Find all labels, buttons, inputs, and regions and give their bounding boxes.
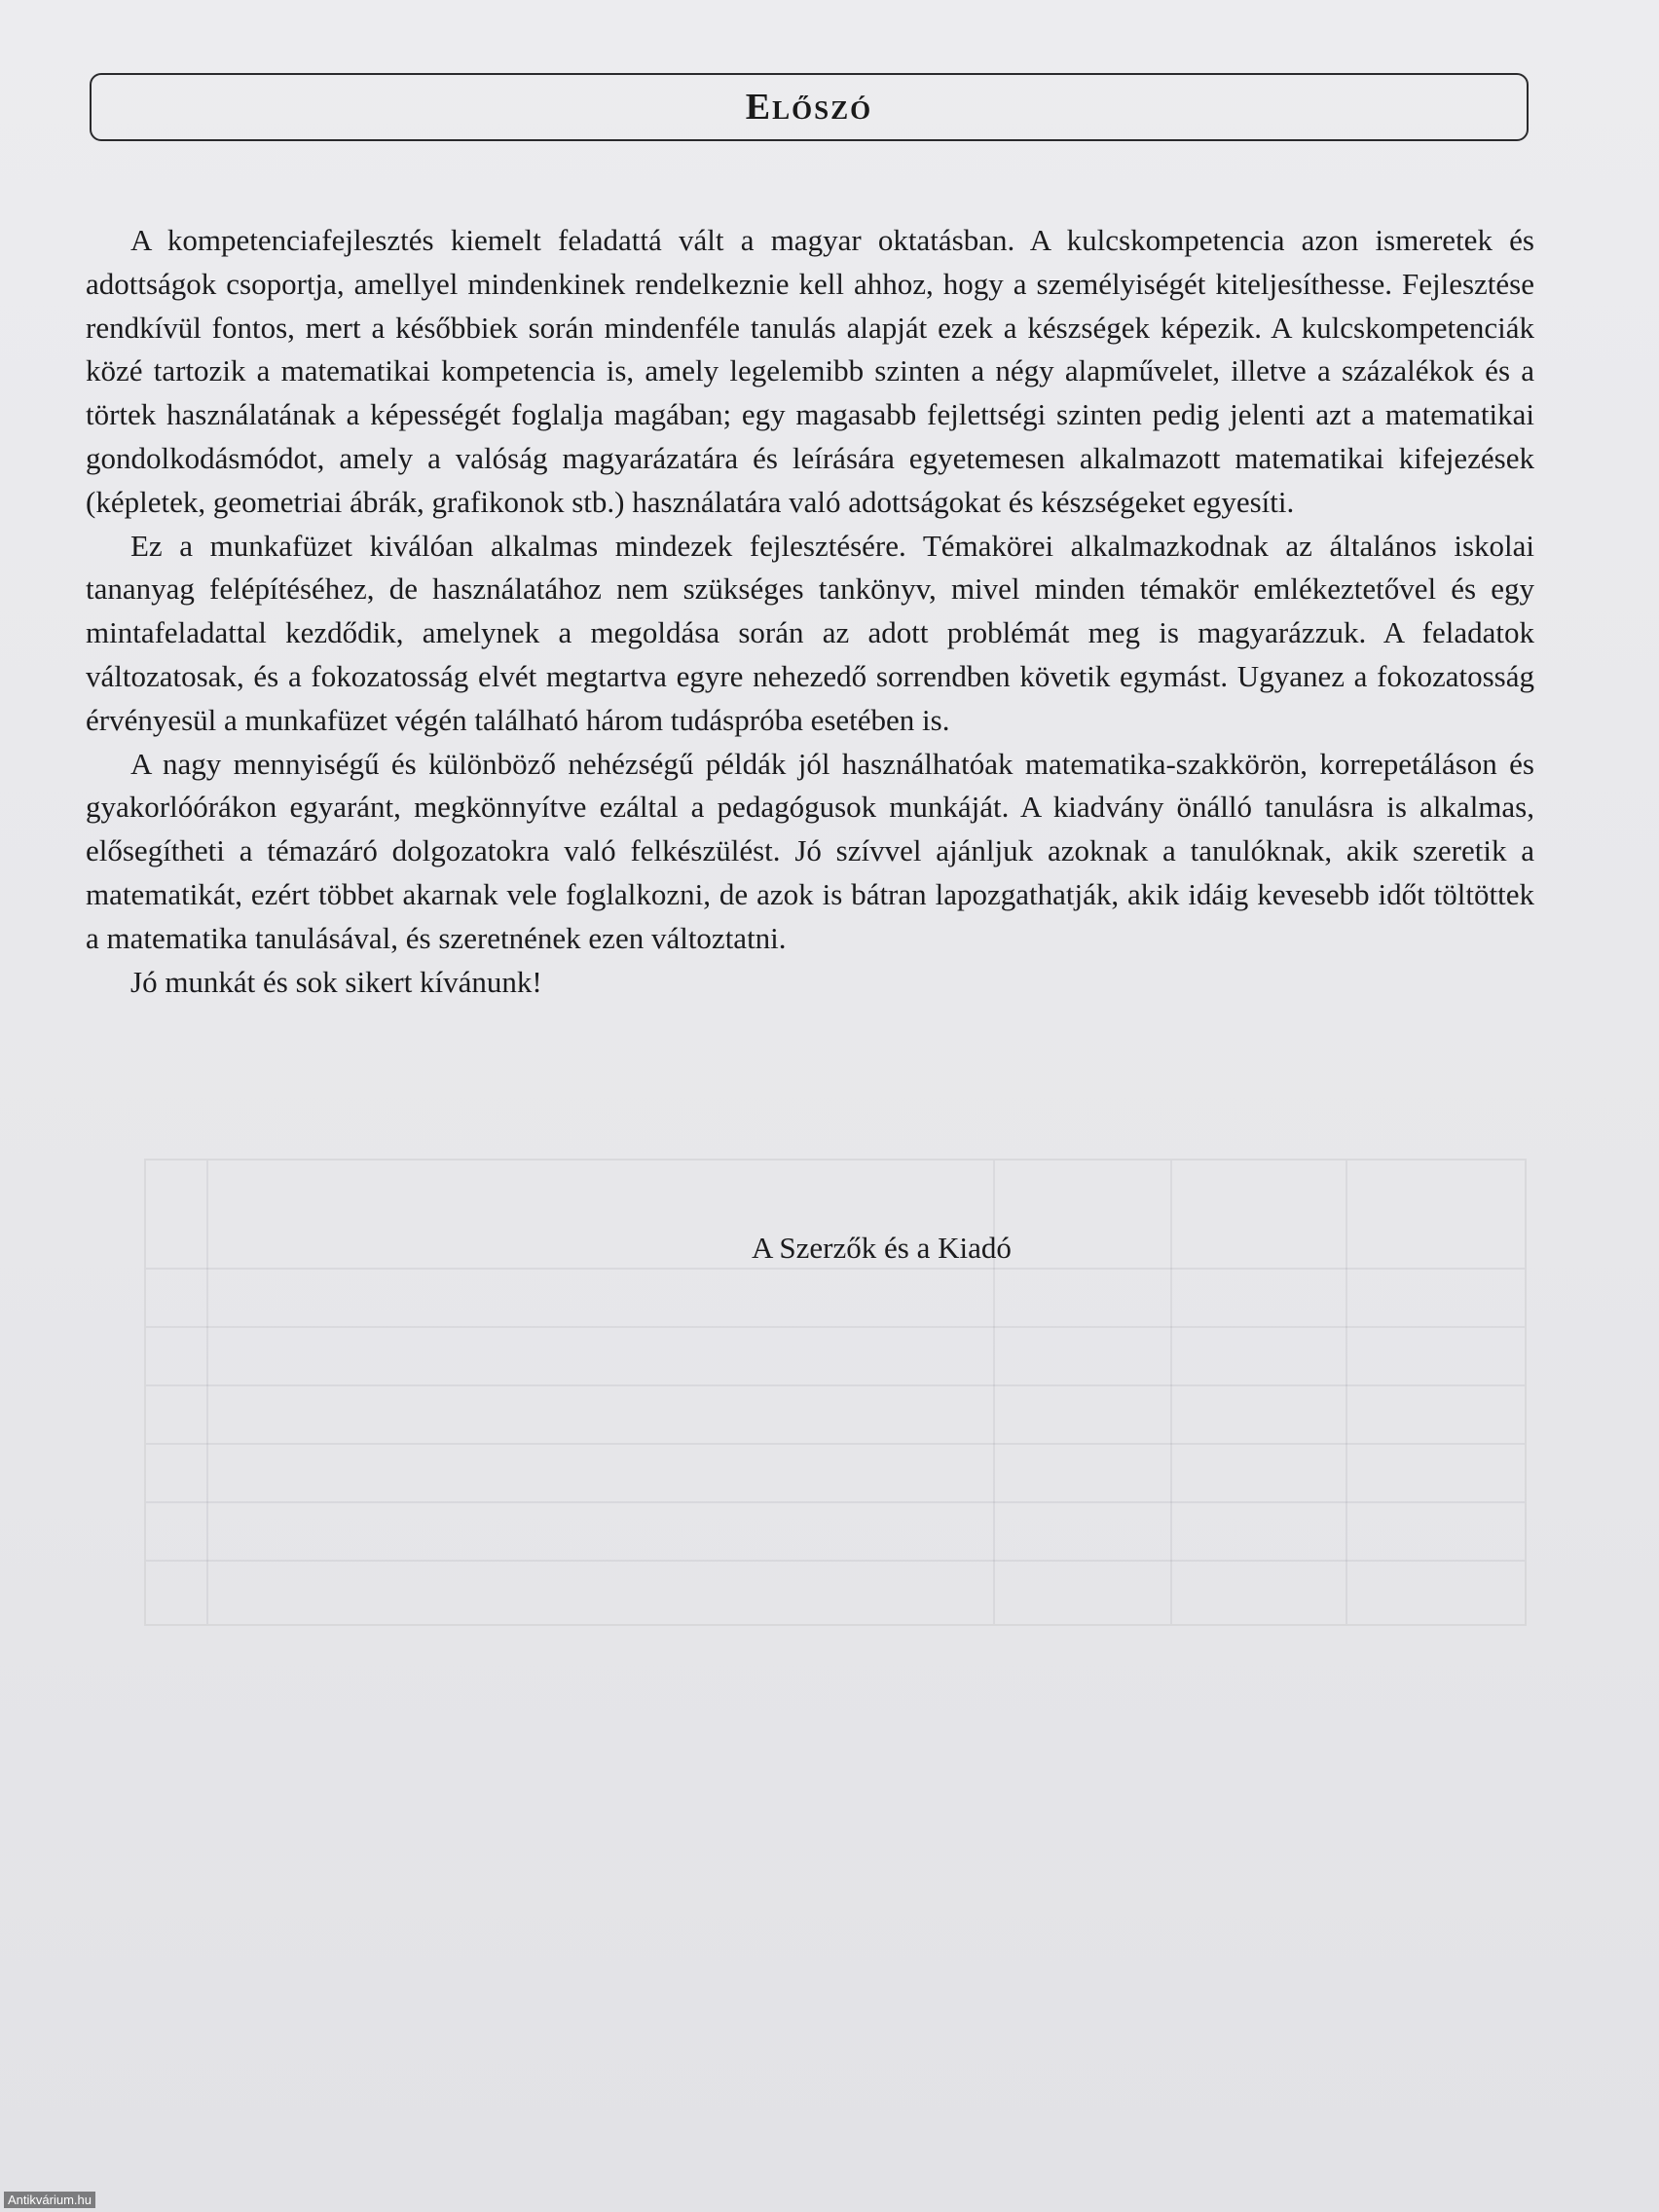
heading-frame bbox=[90, 73, 1529, 141]
page-title: Előszó bbox=[745, 87, 873, 128]
closing-line: Jó munkát és sok sikert kívánunk! bbox=[130, 964, 542, 999]
preface-body bbox=[86, 219, 1534, 1004]
signature: A Szerzők és a Kiadó bbox=[752, 1231, 1012, 1265]
paragraph: Ez a munkafüzet kiválóan alkalmas mindezek fejlesztésére. Témakörei alkalmazkodnak az általános iskolai tananyag felépítéséhez, de használatához nem szükséges tankönyv, mivel minden témakör emlékeztetővel és egy mintafeladattal kezdődik, amelynek a megoldása során az adott problémát meg is magyarázzuk. A feladatok változatosak, és a fokozatosság elvét megtartva egyre nehezedő sorrendben követik egymást. Ugyanez a fokozatosság érvényesül a munkafüzet végén található három tudáspróba esetében is. bbox=[86, 528, 1534, 737]
paragraph: A nagy mennyiségű és különböző nehézségű példák jól használhatóak matematika-szakkörön, korrepetáláson és gyakorlóórákon egyaránt, megkönnyítve ezáltal a pedagógusok munkáját. A kiadvány önálló tanulásra is alkalmas, elősegítheti a témazáró dolgozatokra való felkészülést. Jó szívvel ajánljuk azoknak a tanulóknak, akik szeretik a matematikát, ezért többet akarnak vele foglalkozni, de azok is bátran lapozgathatják, akik idáig kevesebb időt töltöttek a matematika tanulásával, és szeretnének ezen változtatni. bbox=[86, 746, 1534, 955]
watermark: Antikvárium.hu bbox=[4, 2192, 95, 2208]
paragraph: A kompetenciafejlesztés kiemelt feladattá vált a magyar oktatásban. A kulcskompetencia azon ismeretek és adottságok csoportja, amellyel mindenkinek rendelkeznie kell ahhoz, hogy a személyiségét kiteljesíthesse. Fejlesztése rendkívül fontos, mert a későbbiek során mindenféle tanulás alapját ezek a készségek képezik. A kulcskompetenciák közé tartozik a matematikai kompetencia is, amely legelemibb szinten a négy alapművelet, illetve a százalékok és a törtek használatának a képességét foglalja magában; egy magasabb fejlettségi szinten pedig jelenti azt a matematikai gondolkodásmódot, amely a valóság magyarázatára és leírására egyetemesen alkalmazott matematikai kifejezések (képletek, geometriai ábrák, grafikonok stb.) használatára való adottságokat és készségeket egyesíti. bbox=[86, 223, 1534, 519]
